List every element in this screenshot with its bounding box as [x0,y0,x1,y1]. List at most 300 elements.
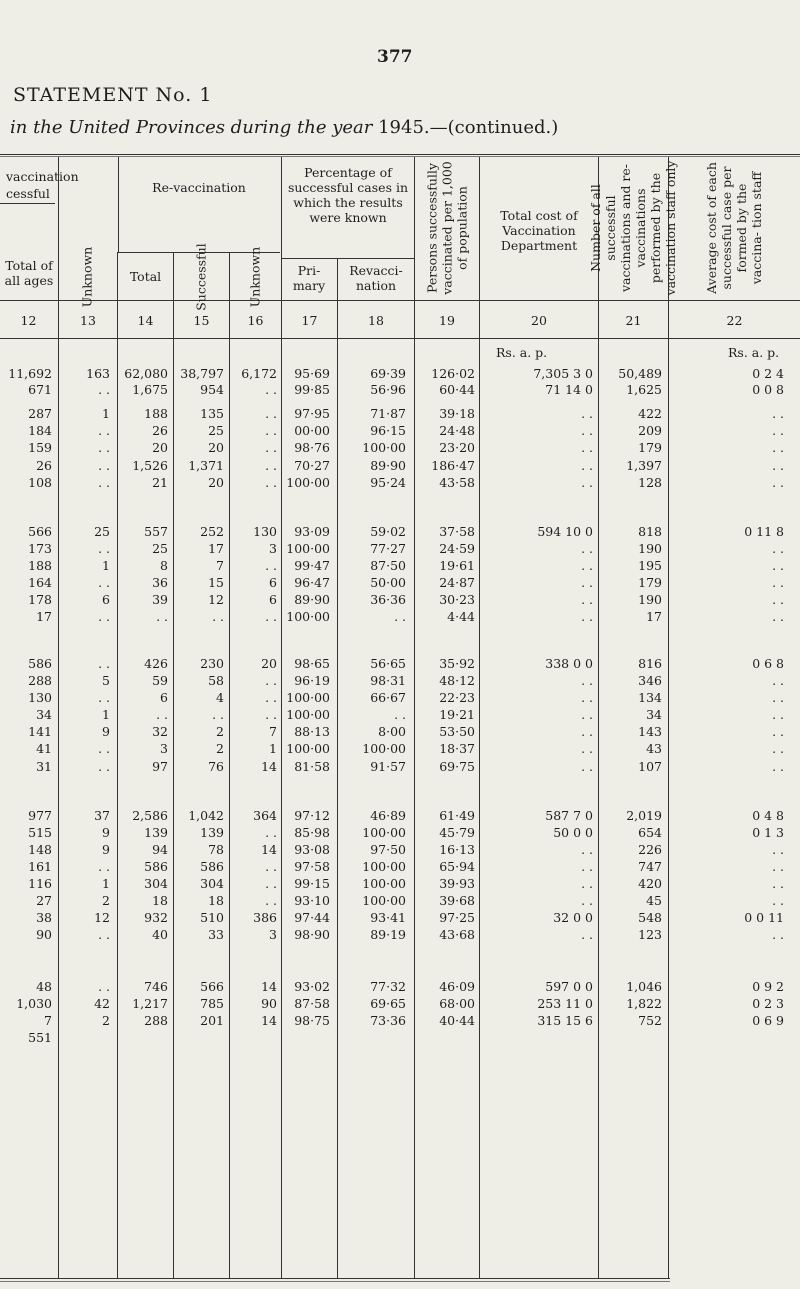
cell-c16: . . [265,859,277,874]
cell-c14: 1,526 [132,458,168,473]
cell-c12: 184 [28,423,52,438]
cell-c16: 364 [253,808,277,823]
cell-c20: . . [581,842,593,857]
cell-c15: 20 [208,475,224,490]
cell-c21: 179 [638,440,662,455]
subtitle-prefix: in the United Provinces during the year [10,117,373,138]
cell-c17: 00·00 [294,423,330,438]
cell-c14: 304 [144,876,168,891]
cell-c18: 77·27 [370,541,406,556]
cell-c21: 420 [638,876,662,891]
cell-c17: 85·98 [294,825,330,840]
header-total-all-ages: Total of all ages [4,258,54,288]
cell-c17: 99·85 [294,382,330,397]
cell-c19: 61·49 [439,808,475,823]
cell-c17: 98·76 [294,440,330,455]
cell-c20: . . [581,406,593,421]
cell-c18: 95·24 [370,475,406,490]
cell-c21: 50,489 [618,366,662,381]
cell-c20: . . [581,475,593,490]
cell-c17: 97·44 [294,910,330,925]
cell-c14: 2,586 [132,808,168,823]
cell-c20: . . [581,558,593,573]
cell-c22: . . [772,575,784,590]
cell-c15: 201 [200,1013,224,1028]
cell-c18: 66·67 [370,690,406,705]
cell-c19: 45·79 [439,825,475,840]
cell-c22: 0 6 8 [752,656,784,671]
col-number-21: 21 [625,313,642,328]
cell-c16: . . [265,406,277,421]
cell-c20: 597 0 0 [545,979,593,994]
cell-c17: 95·69 [294,366,330,381]
cell-c19: 37·58 [439,524,475,539]
cell-c14: 557 [144,524,168,539]
header-percentage: Percentage of successful cases in which the results were known [287,165,409,225]
cell-c21: 226 [638,842,662,857]
cell-c18: 71·87 [370,406,406,421]
cell-c22: 0 11 8 [744,524,784,539]
cell-c13: . . [98,656,110,671]
cell-c13: 9 [102,724,110,739]
cell-c12: 159 [28,440,52,455]
units-rs-average-cost: Rs. a. p. [728,345,780,360]
cell-c15: 2 [216,741,224,756]
col-number-14: 14 [137,313,154,328]
cell-c14: 18 [152,893,168,908]
cell-c16: 3 [269,541,277,556]
cell-c22: . . [772,423,784,438]
cell-c21: 752 [638,1013,662,1028]
cell-c14: 97 [152,759,168,774]
cell-c20: . . [581,724,593,739]
cell-c13: 42 [94,996,110,1011]
cell-c13: . . [98,690,110,705]
cell-c15: 566 [200,979,224,994]
header-number-by-staff: Number of all successful vaccinations and re- vaccinations performed by the vaccination staff only [588,160,678,296]
cell-c15: 78 [208,842,224,857]
cell-c16: 6,172 [241,366,277,381]
cell-c16: 130 [253,524,277,539]
cell-c12: 130 [28,690,52,705]
cell-c22: . . [772,842,784,857]
cell-c18: 100·00 [362,440,406,455]
cell-c16: 6 [269,575,277,590]
cell-c16: 14 [261,1013,277,1028]
cell-c22: . . [772,440,784,455]
cell-c19: 40·44 [439,1013,475,1028]
cell-c19: 19·21 [439,707,475,722]
cell-c13: . . [98,927,110,942]
cell-c15: 4 [216,690,224,705]
cell-c12: 148 [28,842,52,857]
cell-c21: 45 [646,893,662,908]
cell-c22: . . [772,592,784,607]
cell-c21: 123 [638,927,662,942]
cell-c19: 23·20 [439,440,475,455]
cell-c19: 126·02 [431,366,475,381]
cell-c18: 100·00 [362,859,406,874]
cell-c16: 14 [261,842,277,857]
header-total: Total [129,269,162,284]
col-number-19: 19 [439,313,455,328]
cell-c16: 7 [269,724,277,739]
cell-c12: 90 [36,927,52,942]
cell-c12: 164 [28,575,52,590]
cell-c13: 12 [94,910,110,925]
cell-c20: . . [581,759,593,774]
cell-c20: . . [581,690,593,705]
cell-c13: 1 [102,876,110,891]
cell-c12: 178 [28,592,52,607]
cell-c21: 190 [638,592,662,607]
header-average-cost: Average cost of each successful case per formed by the vaccina- tion staff [704,162,764,294]
subtitle-suffix: .—(continued.) [423,117,559,138]
cell-c14: 25 [152,541,168,556]
cell-c22: . . [772,558,784,573]
cell-c15: 785 [200,996,224,1011]
cell-c15: 20 [208,440,224,455]
cell-c20: . . [581,541,593,556]
cell-c12: 515 [28,825,52,840]
cell-c22: . . [772,609,784,624]
cell-c20: 7,305 3 0 [533,366,593,381]
cell-c12: 188 [28,558,52,573]
cell-c20: . . [581,741,593,756]
cell-c20: . . [581,423,593,438]
cell-c15: 7 [216,558,224,573]
statement-heading: STATEMENT No. 1 [13,84,213,106]
cell-c21: 1,822 [626,996,662,1011]
cell-c15: 58 [208,673,224,688]
cell-c22: 0 0 11 [744,910,784,925]
header-unknown-revaccination: Unknown [247,246,263,308]
cell-c17: 81·58 [294,759,330,774]
cell-c19: 69·75 [439,759,475,774]
cell-c18: 100·00 [362,876,406,891]
cell-c15: 18 [208,893,224,908]
cell-c12: 11,692 [8,366,52,381]
cell-c17: 93·08 [294,842,330,857]
cell-c15: 25 [208,423,224,438]
cell-c14: . . [156,609,168,624]
cell-c15: . . [212,707,224,722]
cell-c16: 1 [269,741,277,756]
cell-c21: 1,397 [626,458,662,473]
col-number-12: 12 [20,313,37,328]
cell-c12: 27 [36,893,52,908]
cell-c22: . . [772,690,784,705]
cell-c18: 56·96 [370,382,406,397]
header-revaccination: Re-vaccination [152,180,246,195]
cell-c13: . . [98,741,110,756]
cell-c12: 566 [28,524,52,539]
cell-c12: 17 [36,609,52,624]
cell-c18: . . [394,707,406,722]
cell-c22: . . [772,724,784,739]
cell-c19: 60·44 [439,382,475,397]
cell-c20: 338 0 0 [545,656,593,671]
cell-c21: 107 [638,759,662,774]
cell-c22: . . [772,893,784,908]
cell-c22: 0 1 3 [752,825,784,840]
cell-c20: 253 11 0 [537,996,593,1011]
cell-c18: 59·02 [370,524,406,539]
cell-c19: 24·87 [439,575,475,590]
col-number-13: 13 [80,313,96,328]
cell-c18: 8·00 [378,724,406,739]
cell-c20: . . [581,876,593,891]
cell-c19: 30·23 [439,592,475,607]
cell-c18: 89·19 [370,927,406,942]
cell-c15: 17 [208,541,224,556]
cell-c16: . . [265,382,277,397]
cell-c14: 40 [152,927,168,942]
cell-c13: 9 [102,825,110,840]
cell-c14: 586 [144,859,168,874]
cell-c20: . . [581,575,593,590]
cell-c16: . . [265,825,277,840]
cell-c13: 6 [102,592,110,607]
cell-c19: 18·37 [439,741,475,756]
cell-c15: 252 [200,524,224,539]
cell-c17: 98·75 [294,1013,330,1028]
cell-c18: 93·41 [370,910,406,925]
cell-c17: 70·27 [294,458,330,473]
cell-c21: 34 [646,707,662,722]
cell-c22: 0 6 9 [752,1013,784,1028]
cell-c18: 69·65 [370,996,406,1011]
header-successful: Successful [193,243,209,311]
cell-c17: 89·90 [294,592,330,607]
cell-c22: . . [772,859,784,874]
cell-c18: 96·15 [370,423,406,438]
cell-c21: 190 [638,541,662,556]
cell-c15: 12 [208,592,224,607]
cell-c21: 654 [638,825,662,840]
cell-c21: 179 [638,575,662,590]
cell-c21: 2,019 [626,808,662,823]
cell-c14: 26 [152,423,168,438]
cell-c16: 14 [261,979,277,994]
cell-c13: 1 [102,406,110,421]
cell-c19: 39·18 [439,406,475,421]
cell-c14: 36 [152,575,168,590]
cell-c16: . . [265,673,277,688]
cell-c13: 5 [102,673,110,688]
col-number-15: 15 [193,313,210,328]
cell-c14: 39 [152,592,168,607]
cell-c12: 26 [36,458,52,473]
col-number-20: 20 [531,313,547,328]
header-persons-per-1000: Persons successfully vaccinated per 1,000 of population [424,161,470,295]
cell-c13: . . [98,458,110,473]
cell-c12: 7 [44,1013,52,1028]
cell-c22: . . [772,673,784,688]
cell-c13: . . [98,382,110,397]
cell-c19: 65·94 [439,859,475,874]
header-primary: Pri- mary [292,263,326,293]
cell-c20: 71 14 0 [545,382,593,397]
cell-c13: 2 [102,1013,110,1028]
subtitle-year: 1945 [378,117,424,138]
cell-c18: 87·50 [370,558,406,573]
cell-c18: 100·00 [362,741,406,756]
cell-c14: 426 [144,656,168,671]
cell-c13: . . [98,541,110,556]
cell-c18: 98·31 [370,673,406,688]
cell-c14: 20 [152,440,168,455]
cell-c12: 34 [36,707,52,722]
cell-c15: 76 [208,759,224,774]
cell-c16: . . [265,893,277,908]
cell-c15: 135 [200,406,224,421]
cell-c17: 99·15 [294,876,330,891]
cell-c20: 315 15 6 [537,1013,593,1028]
units-rs-total-cost: Rs. a. p. [496,345,548,360]
cell-c19: 4·44 [447,609,475,624]
cell-c17: 97·95 [294,406,330,421]
cell-c21: 134 [638,690,662,705]
cell-c15: 2 [216,724,224,739]
cell-c19: 24·59 [439,541,475,556]
cell-c20: . . [581,458,593,473]
cell-c14: 32 [152,724,168,739]
cell-c22: . . [772,927,784,942]
cell-c21: 1,046 [626,979,662,994]
cell-c12: 141 [28,724,52,739]
cell-c13: 37 [94,808,110,823]
cell-c17: 100·00 [286,609,330,624]
cell-c12: 108 [28,475,52,490]
cell-c20: . . [581,707,593,722]
cell-c16: . . [265,876,277,891]
cell-c13: 2 [102,893,110,908]
cell-c21: 1,625 [626,382,662,397]
header-vaccination: vaccination [6,169,79,184]
cell-c12: 977 [28,808,52,823]
cell-c20: . . [581,673,593,688]
cell-c14: 932 [144,910,168,925]
page-number: 377 [377,47,413,67]
cell-c19: 186·47 [431,458,475,473]
cell-c15: 304 [200,876,224,891]
cell-c16: . . [265,707,277,722]
cell-c13: . . [98,609,110,624]
cell-c14: 6 [160,690,168,705]
cell-c17: 98·65 [294,656,330,671]
cell-c12: 41 [36,741,52,756]
cell-c13: . . [98,475,110,490]
cell-c16: 20 [261,656,277,671]
cell-c19: 22·23 [439,690,475,705]
header-cessful: cessful [6,186,50,201]
cell-c17: 97·58 [294,859,330,874]
cell-c18: 73·36 [370,1013,406,1028]
cell-c19: 24·48 [439,423,475,438]
cell-c18: 46·89 [370,808,406,823]
cell-c18: 69·39 [370,366,406,381]
cell-c18: 36·36 [370,592,406,607]
cell-c17: 87·58 [294,996,330,1011]
cell-c21: 747 [638,859,662,874]
cell-c19: 48·12 [439,673,475,688]
cell-c22: . . [772,475,784,490]
cell-c19: 43·68 [439,927,475,942]
cell-c17: 100·00 [286,741,330,756]
cell-c18: 100·00 [362,893,406,908]
cell-c13: . . [98,440,110,455]
cell-c12: 551 [28,1030,52,1045]
cell-c13: . . [98,979,110,994]
cell-c19: 16·13 [439,842,475,857]
cell-c14: . . [156,707,168,722]
cell-c16: 386 [253,910,277,925]
cell-c13: 1 [102,707,110,722]
cell-c16: . . [265,609,277,624]
cell-c14: 94 [152,842,168,857]
header-total-cost: Total cost of Vaccination Department [500,208,578,253]
cell-c15: 15 [208,575,224,590]
cell-c18: . . [394,609,406,624]
cell-c17: 93·09 [294,524,330,539]
cell-c18: 89·90 [370,458,406,473]
cell-c20: . . [581,609,593,624]
header-revaccination-short: Revacci- nation [349,263,403,293]
cell-c14: 8 [160,558,168,573]
cell-c12: 1,030 [16,996,52,1011]
cell-c17: 93·02 [294,979,330,994]
cell-c15: 33 [208,927,224,942]
col-number-22: 22 [726,313,743,328]
cell-c21: 195 [638,558,662,573]
cell-c13: 9 [102,842,110,857]
cell-c21: 816 [638,656,662,671]
cell-c14: 288 [144,1013,168,1028]
cell-c20: . . [581,927,593,942]
cell-c12: 586 [28,656,52,671]
cell-c12: 116 [28,876,52,891]
cell-c19: 46·09 [439,979,475,994]
cell-c22: . . [772,759,784,774]
cell-c22: . . [772,406,784,421]
cell-c12: 161 [28,859,52,874]
cell-c14: 62,080 [124,366,168,381]
cell-c18: 50·00 [370,575,406,590]
cell-c17: 88·13 [294,724,330,739]
cell-c16: . . [265,475,277,490]
cell-c17: 98·90 [294,927,330,942]
cell-c16: . . [265,690,277,705]
cell-c14: 21 [152,475,168,490]
cell-c21: 209 [638,423,662,438]
cell-c15: 954 [200,382,224,397]
cell-c21: 422 [638,406,662,421]
cell-c17: 96·47 [294,575,330,590]
cell-c19: 43·58 [439,475,475,490]
cell-c20: . . [581,592,593,607]
cell-c17: 100·00 [286,690,330,705]
cell-c17: 100·00 [286,707,330,722]
col-number-18: 18 [368,313,384,328]
cell-c14: 3 [160,741,168,756]
cell-c14: 188 [144,406,168,421]
cell-c21: 548 [638,910,662,925]
cell-c17: 100·00 [286,475,330,490]
cell-c14: 1,217 [132,996,168,1011]
cell-c21: 346 [638,673,662,688]
cell-c22: 0 2 4 [752,366,784,381]
